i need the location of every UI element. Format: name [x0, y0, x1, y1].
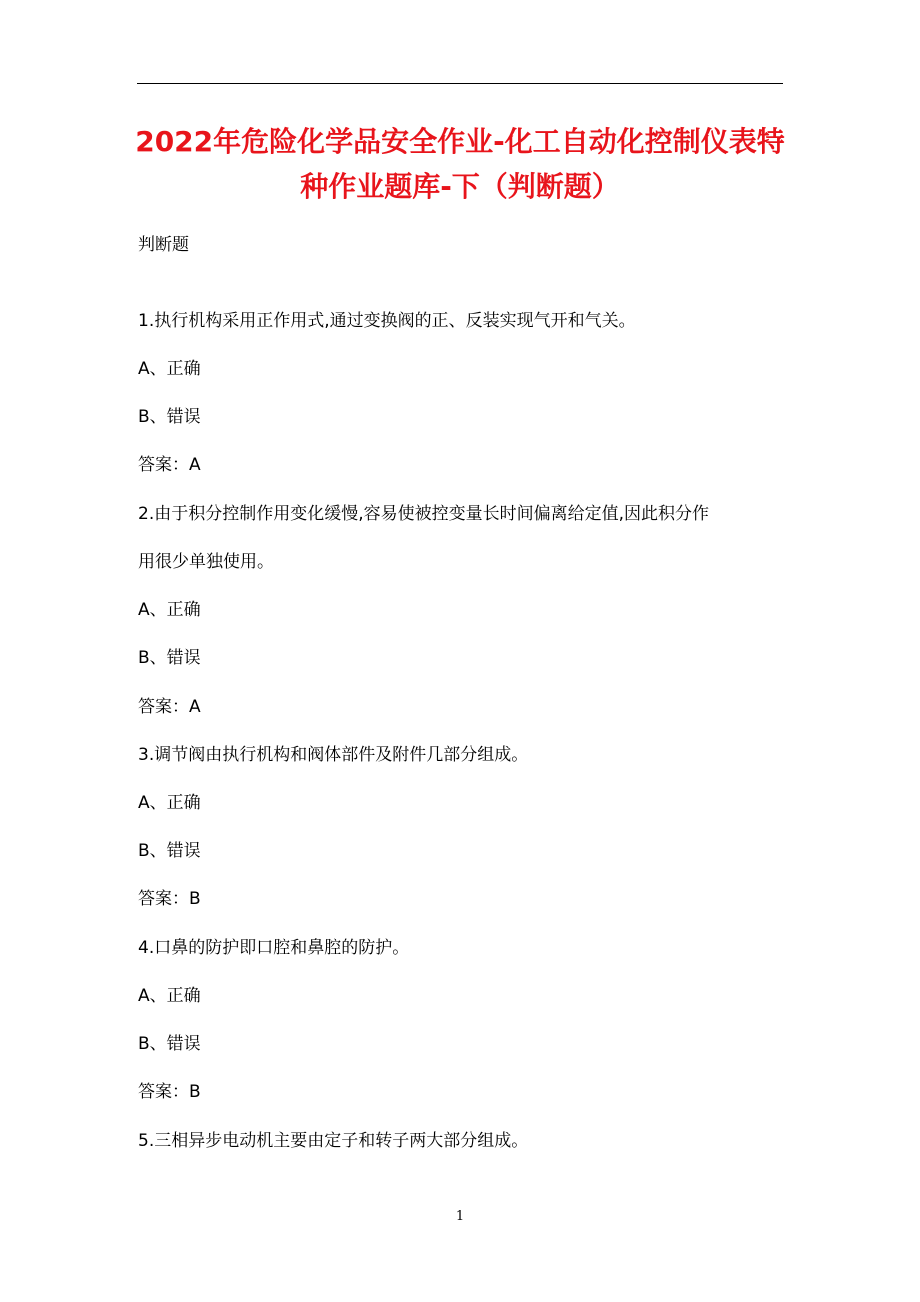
question-3-option-a: A、正确: [138, 793, 201, 813]
question-3-answer: 答案：B: [138, 889, 201, 909]
question-2-option-b: B、错误: [138, 648, 201, 668]
question-2-answer: 答案：A: [138, 697, 201, 717]
document-title-line-2: 种作业题库-下（判断题）: [300, 170, 620, 203]
question-4-answer: 答案：B: [138, 1082, 201, 1102]
question-1-answer: 答案：A: [138, 455, 201, 475]
question-4-text: 4.口鼻的防护即口腔和鼻腔的防护。: [138, 938, 410, 958]
header-rule: [137, 83, 783, 84]
question-2-text-line-1: 2.由于积分控制作用变化缓慢,容易使被控变量长时间偏离给定值,因此积分作: [138, 504, 710, 524]
question-2-option-a: A、正确: [138, 600, 201, 620]
question-3-text: 3.调节阀由执行机构和阀体部件及附件几部分组成。: [138, 745, 529, 765]
document-title-line-1: 2022年危险化学品安全作业-化工自动化控制仪表特: [135, 125, 785, 158]
question-2-text-line-2: 用很少单独使用。: [138, 552, 274, 572]
question-4-option-b: B、错误: [138, 1034, 201, 1054]
question-1-option-a: A、正确: [138, 359, 201, 379]
section-heading: 判断题: [138, 235, 189, 255]
question-5-text: 5.三相异步电动机主要由定子和转子两大部分组成。: [138, 1131, 529, 1151]
question-1-option-b: B、错误: [138, 407, 201, 427]
question-1-text: 1.执行机构采用正作用式,通过变换阀的正、反装实现气开和气关。: [138, 311, 636, 331]
question-3-option-b: B、错误: [138, 841, 201, 861]
question-4-option-a: A、正确: [138, 986, 201, 1006]
page-number: 1: [455, 1209, 465, 1224]
